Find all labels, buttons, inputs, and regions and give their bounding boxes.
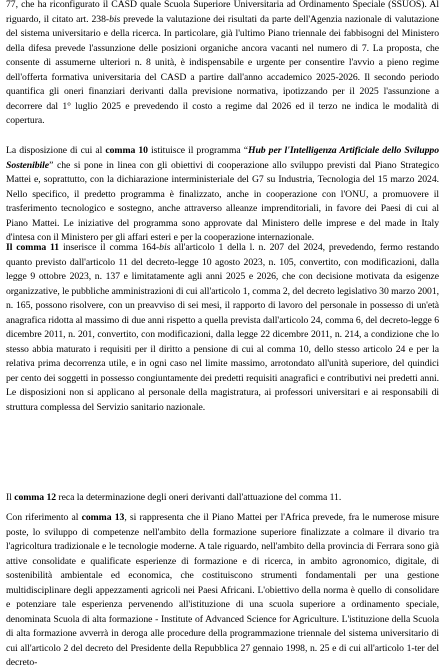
text-run: istituisce il programma “ bbox=[147, 145, 248, 156]
text-run: Il bbox=[6, 492, 15, 503]
text-run: reca la determinazione degli oneri derivanti dall'attuazione del comma 11. bbox=[56, 492, 342, 503]
text-run: 77, che ha riconfigurato il CASD quale Scuola Superiore Universitaria ad Ordinamento Speciale (SSUOS). Al riguardo, il citato art. 238- bbox=[6, 0, 439, 25]
text-run: ” che si pone in linea con gli obiettivi di cooperazione allo sviluppo previsti dal Piano Strategico Mattei e, soprattutto, con la dichiarazione interministeriale del G7 su Industria, Tecnologia del 15 marzo 2024. Nello specifico, il predetto programma è finalizzato, anche in cooperazione con l'ONU, a promuovere il trasferimento tecnologico e sostegno, anche attraverso alleanze imprenditoriali, in favore dei Paesi di cui al Piano Mattei. Le iniziative del programma sono approvate dal Ministero delle imprese e del made in Italy d'intesa con il Ministero per gli affari esteri e per la cooperazione internazionale. bbox=[6, 159, 439, 243]
paragraph-comma-10 bbox=[6, 144, 439, 246]
paragraph-casd bbox=[6, 0, 439, 129]
text-run: , si rappresenta che il Piano Mattei per l'Africa prevede, fra le numerose misure poste, lo sviluppo di competenze nell'ambito della formazione superiore finalizzate a colmare il divario tra l'agricoltura tradizionale e le tecnologie moderne. A tale riguardo, nell'ambito della provincia di Ferrara sono già attive consolidate e qualificate esperienze di formazione e di ricerca, in ambito agronomico, digitale, di sostenibilità ambientale ed economica, che costituiscono strumenti fondamentali per una gestione multidisciplinare degli appezzamenti agricoli nei Paesi Africani. L'obiettivo della norma è quello di consolidare e potenziare tale esperienza pervenendo all'istituzione di una scuola superiore a ordinamento speciale, denominata Scuola di alta formazione - Institute of Advanced Science for Agriculture. L'istituzione della Scuola di alta formazione avverrà in deroga alle procedure della programmazione triennale del sistema universitario di cui all'articolo 2 del decreto del Presidente della Repubblica 27 gennaio 1998, n. 25 e di cui all'articolo 1-ter del decreto- bbox=[6, 512, 439, 668]
text-run: bis bbox=[109, 13, 121, 25]
text-run: bis bbox=[159, 242, 171, 253]
text-run: La disposizione di cui al bbox=[6, 145, 106, 156]
text-run: inserisce il comma 164- bbox=[59, 242, 160, 253]
text-run: comma 11 bbox=[16, 242, 60, 253]
paragraph-comma-13 bbox=[6, 511, 439, 671]
text-run: comma 12 bbox=[14, 492, 57, 503]
text-run: all'articolo 1 della l. n. 207 del 2024, prevedendo, fermo restando quanto previsto dall'articolo 11 del decreto-legge 10 agosto 2023, n. 105, convertito, con modificazioni, dalla legge 9 ottobre 2023, n. 137 e limitatamente agli anni 2025 e 2026, che con decisione motivata da esigenze organizzative, le pubbliche amministrazioni di cui all'articolo 1, comma 2, del decreto legislativo 30 marzo 2001, n. 165, possono risolvere, con un preavviso di sei mesi, il rapporto di lavoro del personale in possesso di un'età anagrafica ridotta al massimo di due anni rispetto a quella prevista dall'articolo 24, comma 6, del decreto-legge 6 dicembre 2011, n. 201, convertito, con modificazioni, dalla legge 22 dicembre 2011, n. 214, a condizione che lo stesso abbia maturato i requisiti per il diritto a pensione di cui al comma 10, dello stesso articolo 24 e per la relativa prima decorrenza utile, e in ogni caso nel limite massimo, arrotondato all'unità superiore, del quindici per cento dei soggetti in possesso congiuntamente dei predetti requisiti anagrafici e contributivi nei predetti anni. Le disposizioni non si applicano al personale della magistratura, ai professori universitari e ai responsabili di struttura complessa del Servizio sanitario nazionale. bbox=[6, 242, 440, 413]
text-run: Con riferimento al bbox=[6, 512, 82, 523]
paragraph-comma-11 bbox=[6, 241, 439, 415]
text-run: comma 10 bbox=[105, 145, 148, 156]
text-run: comma 13 bbox=[81, 512, 125, 523]
paragraph-comma-12 bbox=[6, 491, 439, 506]
text-run: prevede la valutazione dei risultati da parte dell'Agenzia nazionale di valutazione del sistema universitario e della ricerca. In particolare, già l'ultimo Piano triennale dei fabbisogni del Ministero della difesa prevede l'assunzione delle posizioni organiche ancora vacanti nel numero di 7. La proposta, che consente di assumerne ulteriori n. 8 unità, è indispensabile e urgente per consentire l'avvio a pieno regime dell'offerta formativa universitaria del CASD a partire dall'anno accademico 2025-2026. Il secondo periodo quantifica gli oneri finanziari derivanti dalla previsione normativa, ipotizzando per il 2025 l'assunzione a decorrere dal 1° luglio 2025 e prevedendo il costo a regime dal 2026 ed il terzo ne indica le modalità di copertura. bbox=[6, 13, 439, 126]
text-run: Il bbox=[6, 242, 17, 253]
text-run: Hub per l'Intelligenza Artificiale dello Sviluppo Sostenibile bbox=[6, 145, 440, 171]
